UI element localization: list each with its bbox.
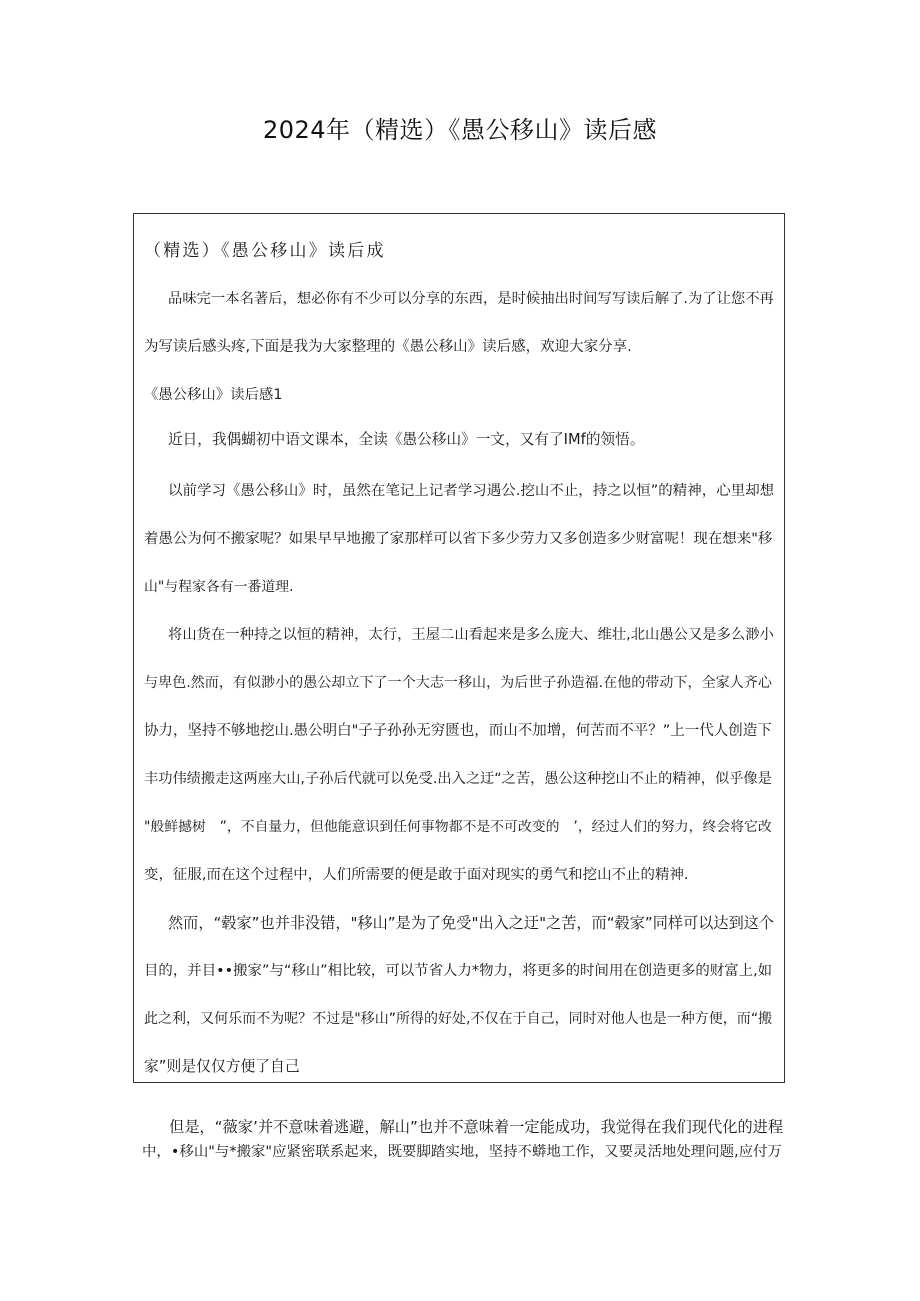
paragraph-line: 与卑色.然而，有似渺小的愚公却立下了一个大志一移山，为后世子孙造福.在他的带动下，全家人齐心: [144, 675, 772, 691]
paragraph-line: 山"与程家各有一番道理.: [144, 579, 294, 595]
paragraph-line: 丰功伟绩搬走这两座大山,子孙后代就可以免受.出入之迂“之苦，愚公这种挖山不止的精神，似乎像是: [144, 771, 772, 787]
paragraph-line: 变，征服,而在这个过程中，人们所需要的便是敢于面对现实的勇气和挖山不止的精神.: [144, 867, 689, 883]
paragraph-line: 将山货在一种持之以恒的精神，太行，王屋二山看起来是多么庞大、维壮,北山愚公又是多么渺小: [168, 627, 774, 643]
paragraph-line: 着愚公为何不搬家呢？如果早早地搬了家那样可以省下多少劳力又多创造多少财富呢！现在想来"移: [144, 531, 773, 547]
paragraph-line: 但是，“薇家’并不意味着逃避，解山”也并不意味着一定能成功，我觉得在我们现代化的进程: [169, 1118, 784, 1136]
paragraph-line: 协力，坚持不够地挖山.愚公明白"子子孙孙无穷匮也，而山不加增，何苦而不平？”上一代人创造下: [144, 723, 772, 739]
paragraph-line: 以前学习《愚公移山》时，虽然在笔记上记者学习遇公.挖山不止，持之以恒”的精神，心里却想: [168, 483, 775, 499]
section-heading: 《愚公移山》读后感1: [144, 387, 283, 403]
paragraph-line: 然而，“毂家”也并非没错，"移山”是为了免受"出入之迂"之苦，而“毂家”同样可以达到这个: [168, 914, 775, 932]
paragraph-line: 品味完一本名著后，想必你有不少可以分享的东西，是时候抽出时间写写读后解了.为了让您不再: [168, 291, 774, 307]
paragraph-line: 为写读后感头疼,下面是我为大家整理的《愚公移山》读后感，欢迎大家分享.: [144, 339, 632, 355]
paragraph-line: "般鲜撼树 ”，不自量力，但他能意识到任何事物都不是不可改变的 ’，经过人们的努力，终会将它改: [144, 819, 772, 835]
paragraph-line: 目的，并目••搬家”与“移山”相比较，可以节省人力*物力，将更多的时间用在创造更多的财富上,如: [144, 963, 773, 979]
paragraph-line: 家”则是仅仅方便了自己: [144, 1058, 300, 1075]
paragraph-line: 此之利，又何乐而不为呢？不过是"移山”所得的好处,不仅在于自己，同时对他人也是一种方便，而“搬: [144, 1011, 773, 1027]
document-title: 2024年（精选）《愚公移山》读后感: [262, 116, 658, 144]
paragraph-line: 近日，我偶蝴初中语文课本，全读《愚公移山》一文，又有了IMf的领悟。: [168, 431, 645, 448]
boxed-text-frame: [133, 213, 785, 1083]
paragraph-line: 中，•移山"与*搬家"应紧密联系起来，既要脚踏实地，坚持不蟒地工作，又要灵活地处理问题,应付万: [142, 1144, 782, 1160]
subtitle-line: （精选）《愚公移山》读后成: [144, 241, 386, 261]
